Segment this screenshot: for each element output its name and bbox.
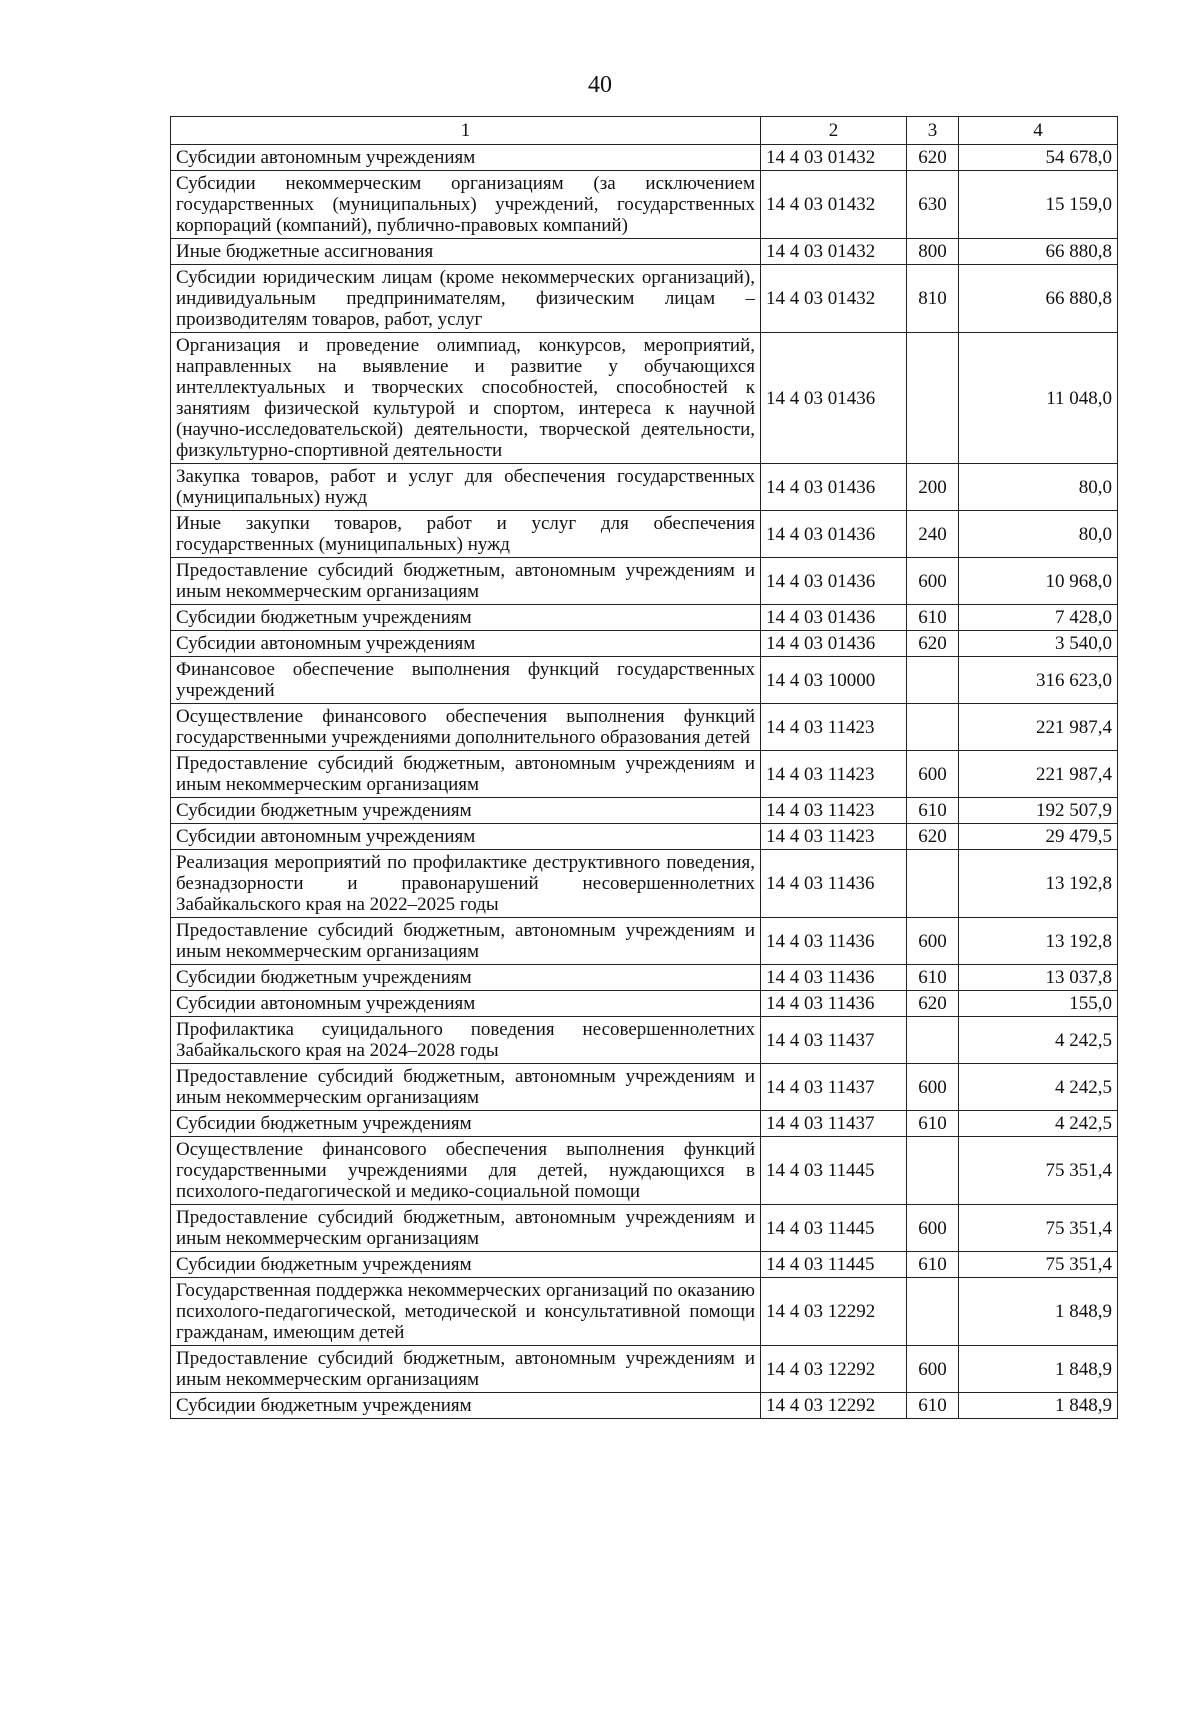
row-amount-cell: 10 968,0 bbox=[959, 558, 1118, 605]
row-name-cell: Осуществление финансового обеспечения выполнения функций государственными учреждениями дополнительного образования детей bbox=[171, 704, 761, 751]
row-type-cell: 610 bbox=[907, 1111, 959, 1137]
row-name-cell: Субсидии некоммерческим организациям (за исключением государственных (муниципальных) учреждений, государственных корпораций (компаний), публично-правовых компаний) bbox=[171, 171, 761, 239]
row-type-cell: 810 bbox=[907, 265, 959, 333]
table-row bbox=[171, 1111, 1118, 1137]
header-row bbox=[171, 117, 1118, 145]
row-code-cell: 14 4 03 01436 bbox=[761, 511, 907, 558]
row-name-cell: Субсидии юридическим лицам (кроме некоммерческих организаций), индивидуальным предпринимателям, физическим лицам – производителям товаров, работ, услуг bbox=[171, 265, 761, 333]
row-code-cell: 14 4 03 11436 bbox=[761, 850, 907, 918]
row-name-cell: Субсидии бюджетным учреждениям bbox=[171, 965, 761, 991]
row-code-cell: 14 4 03 01436 bbox=[761, 333, 907, 464]
row-name-cell: Субсидии автономным учреждениям bbox=[171, 145, 761, 171]
row-type-cell: 620 bbox=[907, 824, 959, 850]
row-name-cell: Субсидии бюджетным учреждениям bbox=[171, 1111, 761, 1137]
row-code-cell: 14 4 03 01432 bbox=[761, 171, 907, 239]
row-code-cell: 14 4 03 11436 bbox=[761, 991, 907, 1017]
row-type-cell bbox=[907, 850, 959, 918]
row-name-cell: Субсидии автономным учреждениям bbox=[171, 631, 761, 657]
row-amount-cell: 13 037,8 bbox=[959, 965, 1118, 991]
table-row bbox=[171, 171, 1118, 239]
row-amount-cell: 192 507,9 bbox=[959, 798, 1118, 824]
row-type-cell: 620 bbox=[907, 991, 959, 1017]
row-amount-cell: 75 351,4 bbox=[959, 1137, 1118, 1205]
row-code-cell: 14 4 03 12292 bbox=[761, 1278, 907, 1346]
row-type-cell: 600 bbox=[907, 918, 959, 965]
row-name-cell: Реализация мероприятий по профилактике деструктивного поведения, безнадзорности и правонарушений несовершеннолетних Забайкальского края на 2022–2025 годы bbox=[171, 850, 761, 918]
table-row bbox=[171, 798, 1118, 824]
row-amount-cell: 4 242,5 bbox=[959, 1111, 1118, 1137]
row-amount-cell: 4 242,5 bbox=[959, 1064, 1118, 1111]
budget-table bbox=[170, 116, 1118, 1419]
row-name-cell: Предоставление субсидий бюджетным, автономным учреждениям и иным некоммерческим организациям bbox=[171, 918, 761, 965]
row-amount-cell: 75 351,4 bbox=[959, 1252, 1118, 1278]
row-amount-cell: 221 987,4 bbox=[959, 704, 1118, 751]
row-amount-cell: 1 848,9 bbox=[959, 1278, 1118, 1346]
row-name-cell: Субсидии автономным учреждениям bbox=[171, 824, 761, 850]
row-type-cell: 630 bbox=[907, 171, 959, 239]
table-body bbox=[171, 145, 1118, 1419]
row-code-cell: 14 4 03 12292 bbox=[761, 1346, 907, 1393]
row-name-cell: Государственная поддержка некоммерческих организаций по оказанию психолого-педагогической, методической и консультативной помощи гражданам, имеющим детей bbox=[171, 1278, 761, 1346]
row-amount-cell: 316 623,0 bbox=[959, 657, 1118, 704]
row-amount-cell: 80,0 bbox=[959, 511, 1118, 558]
row-type-cell: 610 bbox=[907, 965, 959, 991]
row-name-cell: Иные бюджетные ассигнования bbox=[171, 239, 761, 265]
row-code-cell: 14 4 03 11423 bbox=[761, 704, 907, 751]
row-amount-cell: 80,0 bbox=[959, 464, 1118, 511]
row-amount-cell: 66 880,8 bbox=[959, 265, 1118, 333]
table-row bbox=[171, 965, 1118, 991]
row-code-cell: 14 4 03 11423 bbox=[761, 751, 907, 798]
row-amount-cell: 221 987,4 bbox=[959, 751, 1118, 798]
row-code-cell: 14 4 03 11437 bbox=[761, 1111, 907, 1137]
row-name-cell: Предоставление субсидий бюджетным, автономным учреждениям и иным некоммерческим организациям bbox=[171, 1205, 761, 1252]
row-type-cell: 600 bbox=[907, 751, 959, 798]
row-amount-cell: 1 848,9 bbox=[959, 1346, 1118, 1393]
row-code-cell: 14 4 03 01436 bbox=[761, 558, 907, 605]
row-type-cell bbox=[907, 704, 959, 751]
table-row bbox=[171, 657, 1118, 704]
row-name-cell: Предоставление субсидий бюджетным, автономным учреждениям и иным некоммерческим организациям bbox=[171, 751, 761, 798]
table-row bbox=[171, 464, 1118, 511]
row-code-cell: 14 4 03 11445 bbox=[761, 1205, 907, 1252]
row-code-cell: 14 4 03 01432 bbox=[761, 239, 907, 265]
row-code-cell: 14 4 03 01432 bbox=[761, 145, 907, 171]
row-amount-cell: 29 479,5 bbox=[959, 824, 1118, 850]
row-type-cell bbox=[907, 1137, 959, 1205]
row-name-cell: Иные закупки товаров, работ и услуг для обеспечения государственных (муниципальных) нужд bbox=[171, 511, 761, 558]
row-type-cell: 620 bbox=[907, 145, 959, 171]
table-row bbox=[171, 1205, 1118, 1252]
table-row bbox=[171, 1064, 1118, 1111]
page-number: 40 bbox=[588, 72, 612, 98]
table-row bbox=[171, 558, 1118, 605]
row-type-cell: 620 bbox=[907, 631, 959, 657]
row-amount-cell: 15 159,0 bbox=[959, 171, 1118, 239]
header-col-3: 3 bbox=[907, 117, 959, 145]
table-row bbox=[171, 704, 1118, 751]
table-row bbox=[171, 511, 1118, 558]
row-type-cell: 240 bbox=[907, 511, 959, 558]
table-row bbox=[171, 1393, 1118, 1419]
row-amount-cell: 4 242,5 bbox=[959, 1017, 1118, 1064]
table-row bbox=[171, 1017, 1118, 1064]
table-row bbox=[171, 265, 1118, 333]
table-row bbox=[171, 631, 1118, 657]
row-type-cell: 610 bbox=[907, 798, 959, 824]
row-name-cell: Субсидии бюджетным учреждениям bbox=[171, 1393, 761, 1419]
row-type-cell: 600 bbox=[907, 1205, 959, 1252]
row-code-cell: 14 4 03 11423 bbox=[761, 824, 907, 850]
row-code-cell: 14 4 03 01432 bbox=[761, 265, 907, 333]
row-name-cell: Субсидии бюджетным учреждениям bbox=[171, 605, 761, 631]
row-type-cell: 600 bbox=[907, 1064, 959, 1111]
row-code-cell: 14 4 03 11436 bbox=[761, 918, 907, 965]
row-type-cell bbox=[907, 1017, 959, 1064]
row-code-cell: 14 4 03 10000 bbox=[761, 657, 907, 704]
row-amount-cell: 3 540,0 bbox=[959, 631, 1118, 657]
row-code-cell: 14 4 03 01436 bbox=[761, 464, 907, 511]
row-type-cell: 610 bbox=[907, 1393, 959, 1419]
row-name-cell: Субсидии бюджетным учреждениям bbox=[171, 1252, 761, 1278]
row-type-cell: 800 bbox=[907, 239, 959, 265]
row-name-cell: Предоставление субсидий бюджетным, автономным учреждениям и иным некоммерческим организациям bbox=[171, 1346, 761, 1393]
row-code-cell: 14 4 03 11437 bbox=[761, 1017, 907, 1064]
table-row bbox=[171, 850, 1118, 918]
row-name-cell: Организация и проведение олимпиад, конкурсов, мероприятий, направленных на выявление и развитие у обучающихся интеллектуальных и творческих способностей, способностей к занятиям физической культурой и спортом, интереса к научной (научно-исследовательской) деятельности, творческой деятельности, физкультурно-спортивной деятельности bbox=[171, 333, 761, 464]
row-type-cell: 610 bbox=[907, 605, 959, 631]
row-code-cell: 14 4 03 01436 bbox=[761, 605, 907, 631]
row-amount-cell: 75 351,4 bbox=[959, 1205, 1118, 1252]
row-type-cell: 600 bbox=[907, 1346, 959, 1393]
table-row bbox=[171, 1252, 1118, 1278]
table-row bbox=[171, 605, 1118, 631]
row-name-cell: Субсидии автономным учреждениям bbox=[171, 991, 761, 1017]
row-code-cell: 14 4 03 11445 bbox=[761, 1137, 907, 1205]
table-row bbox=[171, 333, 1118, 464]
row-amount-cell: 1 848,9 bbox=[959, 1393, 1118, 1419]
header-col-1: 1 bbox=[171, 117, 761, 145]
row-type-cell bbox=[907, 657, 959, 704]
table-row bbox=[171, 1137, 1118, 1205]
header-col-2: 2 bbox=[761, 117, 907, 145]
row-amount-cell: 13 192,8 bbox=[959, 918, 1118, 965]
table-row bbox=[171, 824, 1118, 850]
row-code-cell: 14 4 03 01436 bbox=[761, 631, 907, 657]
row-name-cell: Профилактика суицидального поведения несовершеннолетних Забайкальского края на 2024–2028 годы bbox=[171, 1017, 761, 1064]
row-name-cell: Субсидии бюджетным учреждениям bbox=[171, 798, 761, 824]
row-amount-cell: 11 048,0 bbox=[959, 333, 1118, 464]
row-name-cell: Предоставление субсидий бюджетным, автономным учреждениям и иным некоммерческим организациям bbox=[171, 558, 761, 605]
table-row bbox=[171, 145, 1118, 171]
row-type-cell bbox=[907, 1278, 959, 1346]
row-type-cell bbox=[907, 333, 959, 464]
row-code-cell: 14 4 03 11436 bbox=[761, 965, 907, 991]
row-name-cell: Осуществление финансового обеспечения выполнения функций государственными учреждениями для детей, нуждающихся в психолого-педагогической и медико-социальной помощи bbox=[171, 1137, 761, 1205]
row-type-cell: 610 bbox=[907, 1252, 959, 1278]
row-amount-cell: 155,0 bbox=[959, 991, 1118, 1017]
table-row bbox=[171, 991, 1118, 1017]
header-col-4: 4 bbox=[959, 117, 1118, 145]
row-amount-cell: 13 192,8 bbox=[959, 850, 1118, 918]
row-code-cell: 14 4 03 11423 bbox=[761, 798, 907, 824]
row-name-cell: Предоставление субсидий бюджетным, автономным учреждениям и иным некоммерческим организациям bbox=[171, 1064, 761, 1111]
row-code-cell: 14 4 03 11445 bbox=[761, 1252, 907, 1278]
table-row bbox=[171, 918, 1118, 965]
table-row bbox=[171, 1278, 1118, 1346]
table-header bbox=[171, 117, 1118, 145]
row-type-cell: 600 bbox=[907, 558, 959, 605]
row-code-cell: 14 4 03 11437 bbox=[761, 1064, 907, 1111]
table-row bbox=[171, 751, 1118, 798]
row-amount-cell: 54 678,0 bbox=[959, 145, 1118, 171]
row-code-cell: 14 4 03 12292 bbox=[761, 1393, 907, 1419]
row-amount-cell: 66 880,8 bbox=[959, 239, 1118, 265]
table-row bbox=[171, 239, 1118, 265]
row-type-cell: 200 bbox=[907, 464, 959, 511]
row-amount-cell: 7 428,0 bbox=[959, 605, 1118, 631]
row-name-cell: Финансовое обеспечение выполнения функций государственных учреждений bbox=[171, 657, 761, 704]
table-row bbox=[171, 1346, 1118, 1393]
row-name-cell: Закупка товаров, работ и услуг для обеспечения государственных (муниципальных) нужд bbox=[171, 464, 761, 511]
